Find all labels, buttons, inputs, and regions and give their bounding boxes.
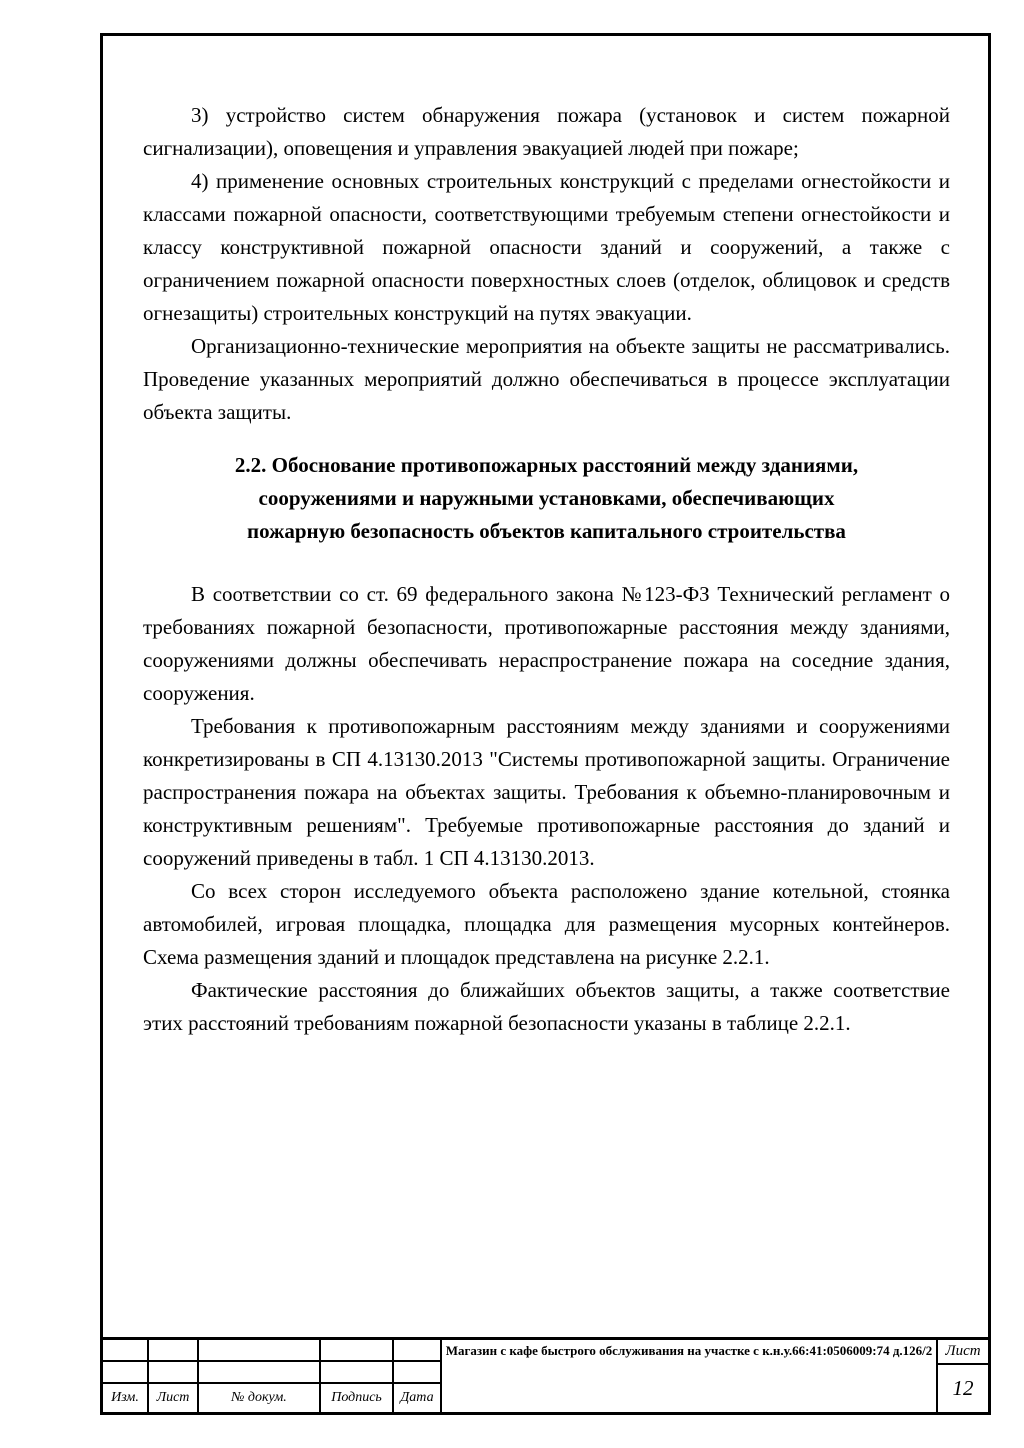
section-heading-line-2: сооружениями и наружными установками, обеспечивающих [258, 486, 835, 510]
stamp-empty-cell [149, 1340, 197, 1362]
stamp-label-date: Дата [400, 1390, 434, 1405]
stamp-empty-cell [394, 1362, 440, 1384]
stamp-sheet-label: Лист [938, 1340, 988, 1365]
stamp-sheet-column [938, 1340, 988, 1412]
stamp-column-izm [103, 1340, 149, 1412]
stamp-label-docnum: № докум. [231, 1390, 287, 1405]
stamp-empty-cell [394, 1340, 440, 1362]
paragraph-surroundings: Со всех сторон исследуемого объекта расположено здание котельной, стоянка автомобилей, игровая площадка, площадка для размещения мусорных контейнеров. Схема размещения зданий и площадок представлена на рисунке 2.2.1. [143, 879, 950, 969]
paragraph-sp4: Требования к противопожарным расстояниям между зданиями и сооружениями конкретизированы в СП 4.13130.2013 "Системы противопожарной защиты. Ограничение распространения пожара на объектах защиты. Требования к объемно-планировочным и конструктивным решениям". Требуемые противопожарные расстояния до зданий и сооружений приведены в табл. 1 СП 4.13130.2013. [143, 714, 950, 870]
stamp-column-date [394, 1340, 442, 1412]
stamp-empty-cell [199, 1362, 319, 1384]
stamp-label-list: Лист [156, 1390, 190, 1405]
stamp-doc-title: Магазин с кафе быстрого обслуживания на участке с к.н.у.66:41:0506009:74 д.126/2 [442, 1340, 938, 1412]
document-text [143, 99, 950, 1040]
stamp-sheet-number: 12 [952, 1376, 974, 1400]
section-heading-line-3: пожарную безопасность объектов капитального строительства [247, 519, 846, 543]
paragraph-actual-distances: Фактические расстояния до ближайших объектов защиты, а также соответствие этих расстояний требованиям пожарной безопасности указаны в таблице 2.2.1. [143, 978, 950, 1035]
stamp-empty-cell [103, 1340, 147, 1362]
stamp-empty-cell [103, 1362, 147, 1384]
stamp-column-signature [321, 1340, 394, 1412]
section-heading [143, 449, 950, 548]
stamp-column-list [149, 1340, 199, 1412]
paragraph-fz123: В соответствии со ст. 69 федерального закона №123-ФЗ Технический регламент о требованиях пожарной безопасности, противопожарные расстояния между зданиями, сооружениями должны обеспечивать нераспространение пожара на соседние здания, сооружения. [143, 582, 950, 705]
stamp-empty-cell [149, 1362, 197, 1384]
title-block [100, 1337, 991, 1415]
stamp-empty-cell [321, 1340, 392, 1362]
section-heading-line-1: 2.2. Обоснование противопожарных расстояний между зданиями, [234, 453, 859, 477]
stamp-column-docnum [199, 1340, 321, 1412]
stamp-empty-cell [199, 1340, 319, 1362]
stamp-empty-cell [321, 1362, 392, 1384]
paragraph-item-4: 4) применение основных строительных конструкций с пределами огнестойкости и классами пожарной опасности, соответствующими требуемым степени огнестойкости и классу конструктивной пожарной опасности зданий и сооружений, а также с ограничением пожарной опасности поверхностных слоев (отделок, облицовок и средств огнезащиты) строительных конструкций на путях эвакуации. [143, 169, 950, 325]
paragraph-org-tech: Организационно-технические мероприятия на объекте защиты не рассматривались. Проведение указанных мероприятий должно обеспечиваться в процессе эксплуатации объекта защиты. [143, 334, 950, 424]
stamp-label-signature: Подпись [331, 1390, 382, 1405]
paragraph-item-3: 3) устройство систем обнаружения пожара (установок и систем пожарной сигнализации), оповещения и управления эвакуацией людей при пожаре; [143, 103, 950, 160]
page-frame [100, 33, 991, 1415]
stamp-label-izm: Изм. [111, 1390, 139, 1405]
